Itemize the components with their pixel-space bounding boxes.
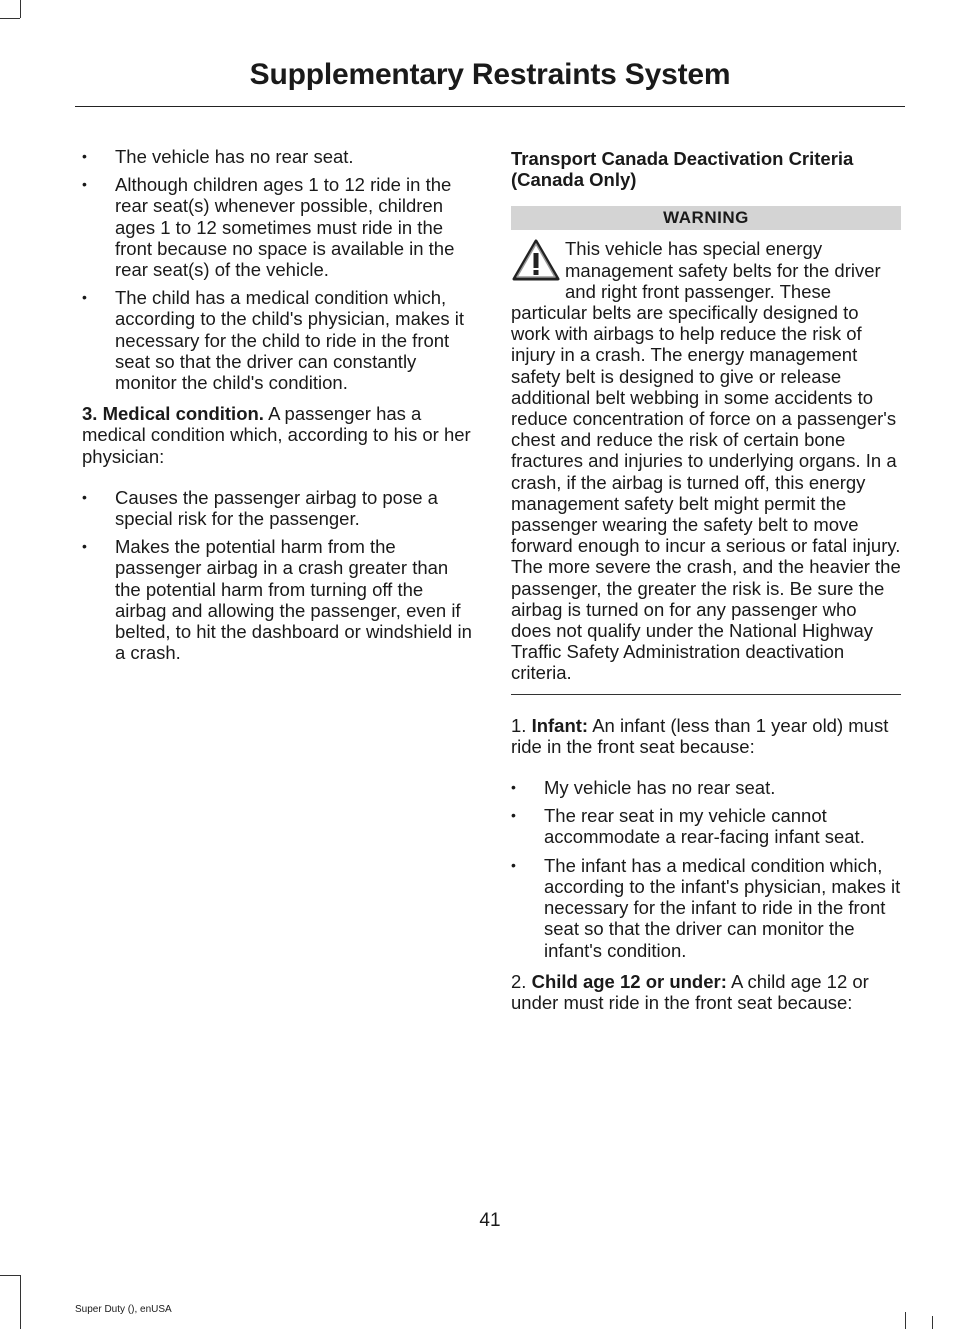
bullet-list-medical	[82, 487, 472, 664]
child-paragraph	[511, 971, 901, 1013]
infant-number: 1.	[511, 714, 532, 736]
list-item	[511, 855, 901, 961]
warning-text: This vehicle has special energy management safety belts for the driver and right front passenger. These particular belts are specifically designed to work with airbags to help reduce the risk of injury in a crash. The energy management safety belt is designed to give or release additional belt webbing in some accidents to reduce concentration of force on a passenger's chest and reduce the risk of certain bone fractures and injuries to underlying organs. In a crash, if the airbag is turned off, this energy management safety belt might permit the passenger wearing the safety belt to move forward enough to incur a serious or fatal injury. The more severe the crash, and the heavier the passenger, the greater the risk is. Be sure the airbag is turned on for any passenger who does not qualify under the National Highway Traffic Safety Administration deactivation criteria.	[511, 238, 901, 684]
bullet-list-infant	[511, 777, 901, 961]
bullet-icon: •	[511, 779, 516, 796]
list-item	[82, 536, 472, 663]
list-item	[82, 487, 472, 529]
infant-text: An infant (less than 1 year old) must ride in the front seat because:	[511, 714, 889, 757]
list-item-text: The infant has a medical condition which, according to the infant's physician, makes it necessary for the infant to ride in the front seat so that the driver can monitor the infant's condition.	[544, 854, 901, 961]
list-item	[511, 777, 901, 798]
crop-mark	[0, 1275, 20, 1276]
list-item-text: The rear seat in my vehicle cannot accommodate a rear-facing infant seat.	[544, 805, 865, 848]
list-item-text: Makes the potential harm from the passenger airbag in a crash greater than the potential harm from turning off the airbag and allowing the passenger, even if belted, to hit the dashboard or windshield in a crash.	[115, 536, 472, 664]
page-number: 41	[479, 1210, 501, 1231]
medical-condition-paragraph	[82, 403, 472, 467]
list-item-text: The child has a medical condition which, according to the child's physician, makes it necessary for the child to ride in the front seat so that the driver can constantly monitor the child's condition.	[115, 287, 465, 394]
list-item	[82, 174, 472, 280]
child-number: 2.	[511, 970, 532, 992]
bullet-icon: •	[82, 148, 87, 164]
warning-triangle-icon	[511, 238, 561, 284]
medical-condition-lead: 3. Medical condition.	[82, 403, 264, 425]
list-item	[82, 146, 472, 167]
crop-mark	[20, 0, 21, 18]
left-column	[82, 146, 472, 670]
right-column	[511, 146, 901, 1023]
child-text: A child age 12 or under must ride in the front seat because:	[511, 970, 869, 1013]
medical-condition-text: A passenger has a medical condition which, according to his or her physician:	[82, 403, 471, 467]
crop-mark	[0, 18, 20, 19]
bullet-icon: •	[82, 538, 87, 555]
list-item	[511, 805, 901, 847]
document-id: Super Duty (), enUSA	[75, 1304, 172, 1315]
warning-label: WARNING	[511, 206, 901, 230]
list-item-text: The vehicle has no rear seat.	[115, 146, 354, 167]
list-item-text: Although children ages 1 to 12 ride in the rear seat(s) whenever possible, children ages 1 to 12 sometimes must ride in the front because no space is available in the rear seat(s) of the vehicle.	[115, 174, 455, 281]
bullet-icon: •	[511, 807, 516, 824]
bullet-icon: •	[82, 176, 87, 193]
bullet-icon: •	[82, 488, 87, 505]
warning-box	[511, 238, 901, 683]
infant-paragraph	[511, 715, 901, 757]
list-item	[82, 287, 472, 393]
crop-mark	[932, 1316, 933, 1329]
list-item-text: My vehicle has no rear seat.	[544, 777, 776, 799]
list-item-text: Causes the passenger airbag to pose a special risk for the passenger.	[115, 486, 438, 530]
bullet-list-no-rear-seat	[82, 146, 472, 393]
crop-mark	[20, 1275, 21, 1329]
crop-mark	[905, 1312, 906, 1329]
section-heading: Transport Canada Deactivation Criteria (Canada Only)	[511, 148, 854, 191]
title-divider	[75, 106, 905, 107]
infant-lead: Infant:	[531, 714, 589, 736]
child-lead: Child age 12 or under:	[531, 970, 727, 992]
page-title: Supplementary Restraints System	[249, 58, 731, 91]
warning-divider	[511, 694, 901, 695]
bullet-icon: •	[511, 856, 516, 873]
bullet-icon: •	[82, 289, 87, 306]
